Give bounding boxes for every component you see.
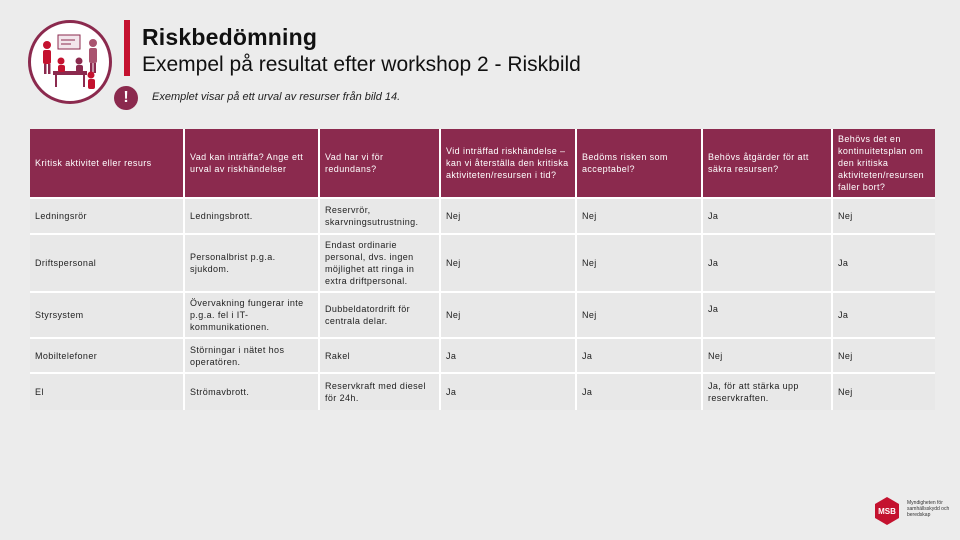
- header-measures-needed: Behövs åtgärder för att säkra resursen?: [702, 129, 832, 198]
- table-cell: Ja: [576, 373, 702, 410]
- table-cell: Ledningsrör: [30, 198, 184, 234]
- table-cell: Nej: [832, 373, 935, 410]
- header-redundancy: Vad har vi för redundans?: [319, 129, 440, 198]
- table-header-row: [30, 129, 935, 198]
- table-cell: Dubbeldatordrift för centrala delar.: [319, 292, 440, 338]
- table-cell: Ja: [832, 292, 935, 338]
- table-cell: Mobiltelefoner: [30, 338, 184, 373]
- table-cell: Styrsystem: [30, 292, 184, 338]
- page-subtitle: Exempel på resultat efter workshop 2 - Riskbild: [142, 53, 581, 76]
- org-name: Myndigheten för samhällsskydd och beredskap: [907, 500, 950, 518]
- table-cell: Nej: [702, 338, 832, 373]
- table-cell: Strömavbrott.: [184, 373, 319, 410]
- table-cell: Ja: [440, 373, 576, 410]
- table-row: [30, 373, 935, 410]
- table-cell: Ja, för att stärka upp reservkraften.: [702, 373, 832, 410]
- table-cell: Ja: [832, 234, 935, 292]
- table-cell: Ja: [440, 338, 576, 373]
- table-cell: Nej: [440, 292, 576, 338]
- table-cell: Ja: [702, 198, 832, 234]
- table-cell: Rakel: [319, 338, 440, 373]
- table-cell: Driftspersonal: [30, 234, 184, 292]
- msb-logo-text: MSB: [878, 507, 896, 516]
- table-cell: Reservrör, skarvningsutrustning.: [319, 198, 440, 234]
- header-resource: Kritisk aktivitet eller resurs: [30, 129, 184, 198]
- note-text: Exemplet visar på ett urval av resurser från bild 14.: [152, 91, 401, 103]
- title-accent-bar: [124, 20, 130, 76]
- table-cell: Reservkraft med diesel för 24h.: [319, 373, 440, 410]
- table-cell: Nej: [832, 198, 935, 234]
- msb-logo-icon: [872, 496, 902, 526]
- risk-table: [30, 129, 935, 410]
- table-cell: Ja: [702, 234, 832, 292]
- table-row: [30, 338, 935, 373]
- table-cell: Ledningsbrott.: [184, 198, 319, 234]
- table-cell: Nej: [576, 234, 702, 292]
- table-row: [30, 198, 935, 234]
- table-cell: Störningar i nätet hos operatören.: [184, 338, 319, 373]
- people-illustration-icon: [28, 20, 112, 104]
- table-row: [30, 292, 935, 338]
- header-continuity-plan: Behövs det en kontinuitetsplan om den kritiska aktiviteten/resursen faller bort?: [832, 129, 935, 198]
- table-row: [30, 234, 935, 292]
- table-cell: Nej: [832, 338, 935, 373]
- table-cell: Nej: [440, 198, 576, 234]
- header-restore-in-time: Vid inträffad riskhändelse – kan vi återställa den kritiska aktiviteten/resursen i tid?: [440, 129, 576, 198]
- table-cell: Övervakning fungerar inte p.g.a. fel i IT-kommunikationen.: [184, 292, 319, 338]
- page-title: Riskbedömning: [142, 24, 318, 50]
- table-cell: El: [30, 373, 184, 410]
- table-cell: Nej: [576, 198, 702, 234]
- table-cell: Nej: [576, 292, 702, 338]
- table-cell: Ja: [702, 292, 832, 338]
- header-risk-event: Vad kan inträffa? Ange ett urval av riskhändelser: [184, 129, 319, 198]
- exclamation-icon: !: [114, 86, 138, 110]
- header-acceptable-risk: Bedöms risken som acceptabel?: [576, 129, 702, 198]
- table-cell: Nej: [440, 234, 576, 292]
- table-cell: Endast ordinarie personal, dvs. ingen möjlighet att ringa in extra driftpersonal.: [319, 234, 440, 292]
- table-cell: Ja: [576, 338, 702, 373]
- table-cell: Personalbrist p.g.a. sjukdom.: [184, 234, 319, 292]
